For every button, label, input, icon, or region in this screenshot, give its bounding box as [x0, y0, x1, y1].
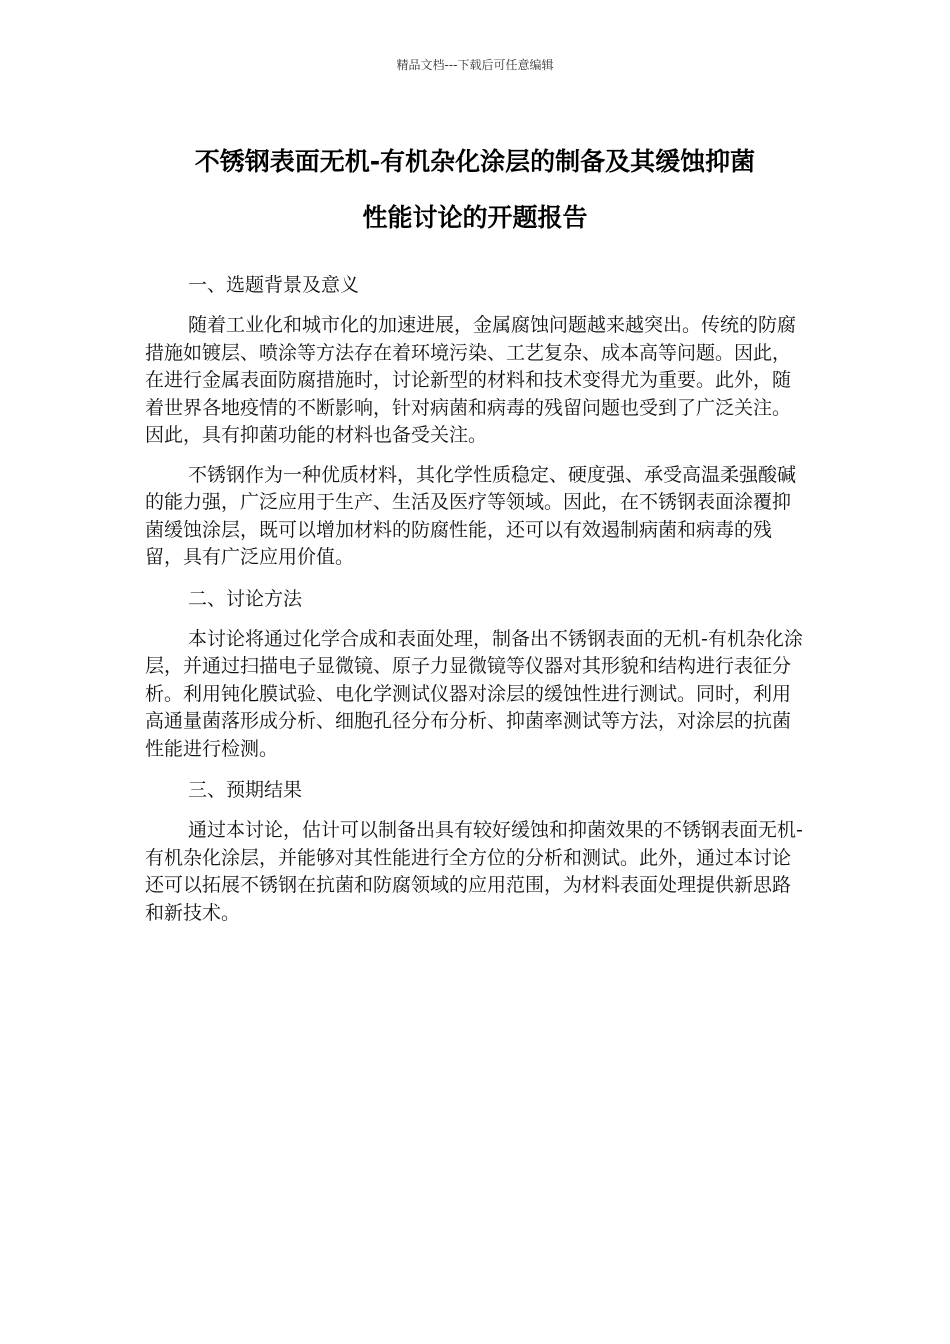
- paragraph-expected-results-1: 通过本讨论，估计可以制备出具有较好缓蚀和抑菌效果的不锈钢表面无机-有机杂化涂层，并能够对其性能进行全方位的分析和测试。此外，通过本讨论还可以拓展不锈钢在抗菌和防腐领域的应用范围，为材料表面处理提供新思路和新技术。: [145, 819, 803, 924]
- paragraph-methods-1: 本讨论将通过化学合成和表面处理，制备出不锈钢表面的无机-有机杂化涂层，并通过扫描电子显微镜、原子力显微镜等仪器对其形貌和结构进行表征分析。利用钝化膜试验、电化学测试仪器对涂层的缓蚀性进行测试。同时，利用高通量菌落形成分析、细胞孔径分布分析、抑菌率测试等方法，对涂层的抗菌性能进行检测。: [145, 627, 803, 760]
- section-heading-methods: 二、讨论方法: [188, 587, 303, 610]
- paragraph-background-1: 随着工业化和城市化的加速进展，金属腐蚀问题越来越突出。传统的防腐措施如镀层、喷涂等方法存在着环境污染、工艺复杂、成本高等问题。因此，在进行金属表面防腐措施时，讨论新型的材料和技术变得尤为重要。此外，随着世界各地疫情的不断影响，针对病菌和病毒的残留问题也受到了广泛关注。因此，具有抑菌功能的材料也备受关注。: [145, 314, 797, 446]
- document-body: [145, 270, 809, 939]
- header-note: 精品文档---下载后可任意编辑: [396, 58, 554, 72]
- section-heading-expected-results: 三、预期结果: [188, 779, 303, 801]
- paragraph-background-2: 不锈钢作为一种优质材料，其化学性质稳定、硬度强、承受高温柔强酸碱的能力强，广泛应用于生产、生活及医疗等领域。因此，在不锈钢表面涂覆抑菌缓蚀涂层，既可以增加材料的防腐性能，还可以有效遏制病菌和病毒的残留，具有广泛应用价值。: [145, 463, 797, 568]
- title-line-1: 不锈钢表面无机-有机杂化涂层的制备及其缓蚀抑菌: [194, 147, 756, 176]
- document-title: [120, 134, 830, 246]
- section-heading-background: 一、选题背景及意义: [188, 274, 360, 296]
- title-line-2: 性能讨论的开题报告: [362, 203, 588, 232]
